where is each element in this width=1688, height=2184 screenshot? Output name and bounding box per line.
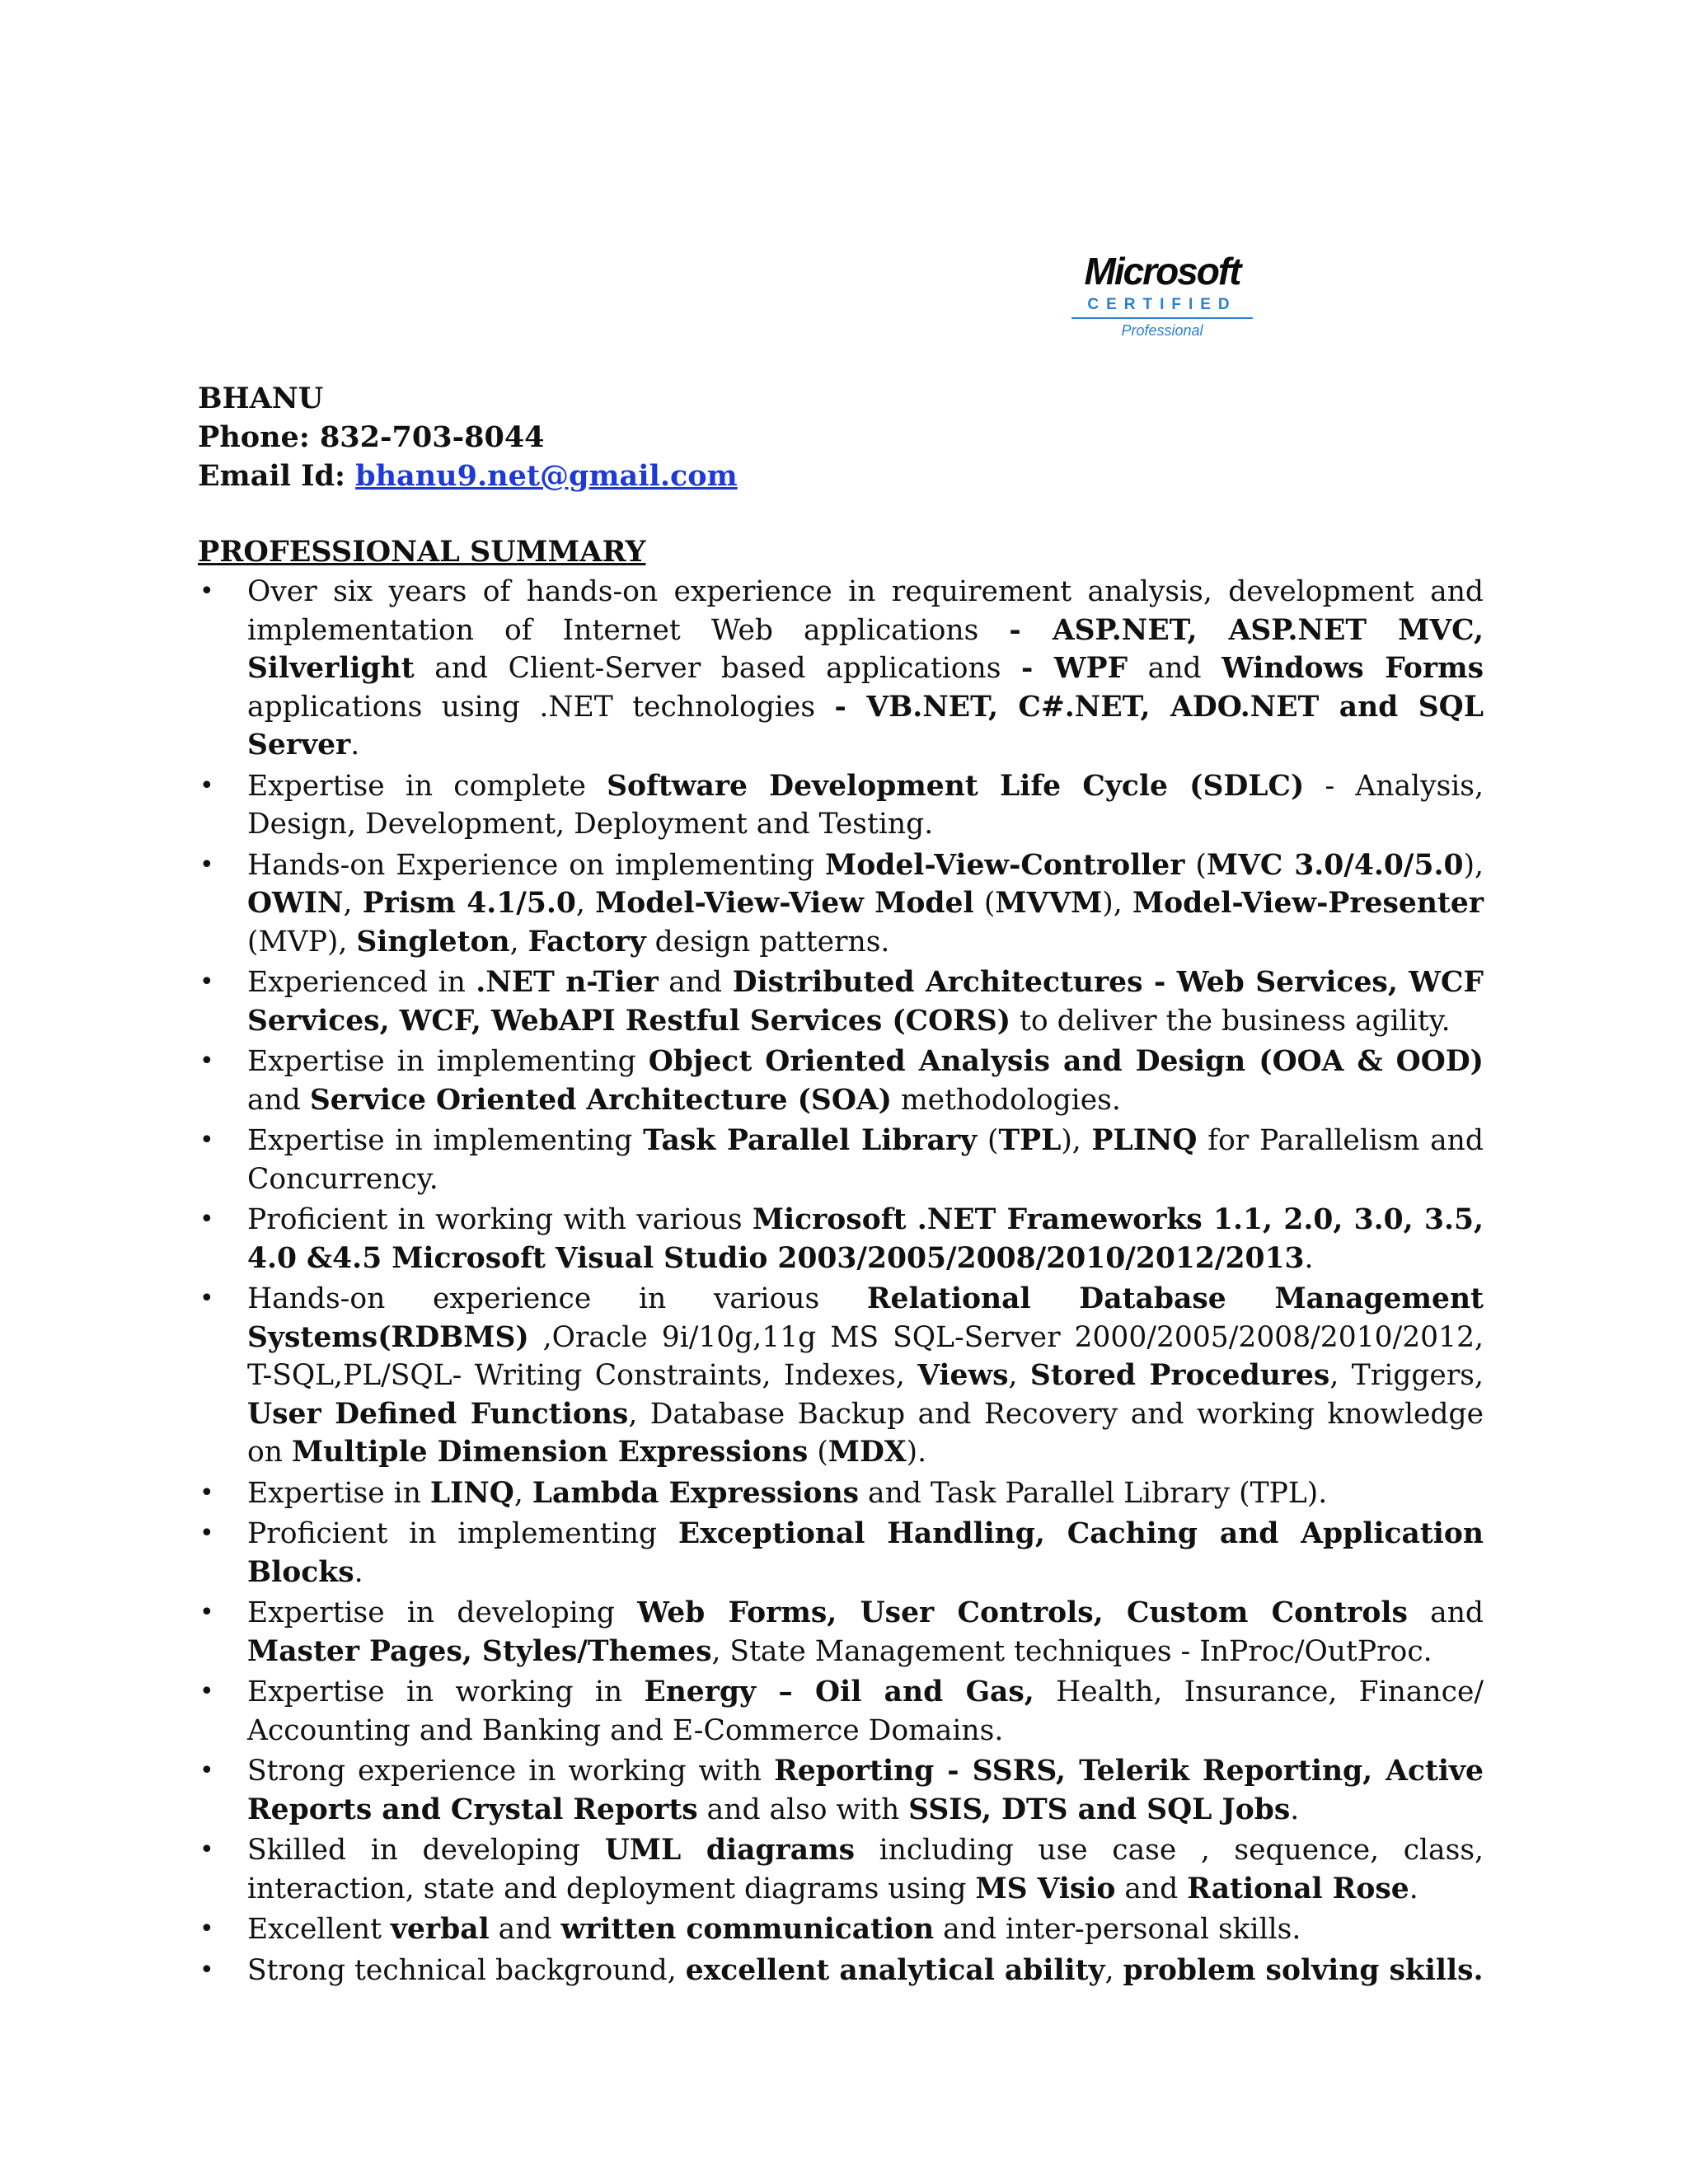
- summary-item: • Excellent verbal and written communication and inter-personal skills.: [198, 1910, 1484, 1949]
- summary-item: • Hands-on Experience on implementing Model-View-Controller (MVC 3.0/4.0/5.0), OWIN, Prism 4.1/5.0, Model-View-View Model (MVVM), Model-View-Presenter (MVP), Singleton, Factory design patterns.: [198, 846, 1484, 962]
- logo-certified: CERTIFIED: [1071, 296, 1253, 319]
- phone-label: Phone:: [198, 420, 310, 454]
- summary-item: • Expertise in complete Software Development Life Cycle (SDLC) - Analysis, Design, Development, Deployment and Testing.: [198, 767, 1484, 844]
- bullet-icon: •: [199, 1756, 214, 1785]
- bullet-icon: •: [199, 1835, 214, 1864]
- logo-brand: Microsoft: [1084, 250, 1240, 293]
- email-label: Email Id:: [198, 459, 345, 493]
- summary-item: • Over six years of hands-on experience in requirement analysis, development and implementation of Internet Web applications - ASP.NET, ASP.NET MVC, Silverlight and Client-Server based applications - WPF and Windows Forms applications using .NET technologies - VB.NET, C#.NET, ADO.NET and SQL Server.: [198, 573, 1484, 765]
- bullet-icon: •: [199, 1126, 214, 1155]
- bullet-icon: •: [199, 771, 214, 800]
- summary-item: • Skilled in developing UML diagrams including use case , sequence, class, interaction, state and deployment diagrams using MS Visio and Rational Rose.: [198, 1831, 1484, 1908]
- bullet-icon: •: [199, 1047, 214, 1076]
- summary-item: • Hands-on experience in various Relational Database Management Systems(RDBMS) ,Oracle 9i/10g,11g MS SQL-Server 2000/2005/2008/2010/2012, T-SQL,PL/SQL- Writing Constraints, Indexes, Views, Stored Procedures, Triggers, User Defined Functions, Database Backup and Recovery and working knowledge on Multiple Dimension Expressions (MDX).: [198, 1280, 1484, 1472]
- phone-line: [198, 418, 738, 457]
- bullet-icon: •: [199, 1205, 214, 1234]
- summary-item: • Expertise in implementing Task Parallel Library (TPL), PLINQ for Parallelism and Concurrency.: [198, 1122, 1484, 1198]
- bullet-icon: •: [199, 968, 214, 996]
- summary-item: • Expertise in developing Web Forms, User Controls, Custom Controls and Master Pages, Styles/Themes, State Management techniques - InProc/OutProc.: [198, 1594, 1484, 1671]
- phone-number: 832-703-8044: [319, 420, 545, 454]
- bullet-icon: •: [199, 577, 214, 606]
- bullet-icon: •: [199, 1955, 214, 1985]
- summary-item: • Strong experience in working with Reporting - SSRS, Telerik Reporting, Active Reports and Crystal Reports and also with SSIS, DTS and SQL Jobs.: [198, 1752, 1484, 1829]
- bullet-icon: •: [199, 1915, 214, 1943]
- summary-list: [198, 573, 1484, 1990]
- logo-tier: Professional: [1121, 322, 1203, 339]
- email-link[interactable]: bhanu9.net@gmail.com: [355, 459, 738, 493]
- summary-item: • Expertise in implementing Object Oriented Analysis and Design (OOA & OOD) and Service Oriented Architecture (SOA) methodologies.: [198, 1043, 1484, 1119]
- summary-item: • Strong technical background, excellent analytical ability, problem solving skills.: [198, 1952, 1484, 1990]
- summary-item: • Proficient in working with various Microsoft .NET Frameworks 1.1, 2.0, 3.0, 3.5, 4.0 &4.5 Microsoft Visual Studio 2003/2005/2008/2010/2012/2013.: [198, 1201, 1484, 1277]
- professional-summary: [198, 533, 1484, 1992]
- summary-item: • Proficient in implementing Exceptional Handling, Caching and Application Blocks.: [198, 1515, 1484, 1591]
- candidate-name: BHANU: [198, 382, 324, 415]
- email-line: [198, 457, 738, 495]
- bullet-icon: •: [199, 1478, 214, 1507]
- bullet-icon: •: [199, 1677, 214, 1706]
- bullet-icon: •: [199, 1519, 214, 1548]
- bullet-icon: •: [199, 1598, 214, 1627]
- bullet-icon: •: [199, 1284, 214, 1313]
- section-title: PROFESSIONAL SUMMARY: [198, 535, 646, 569]
- summary-item: • Experienced in .NET n-Tier and Distributed Architectures - Web Services, WCF Services, WCF, WebAPI Restful Services (CORS) to deliver the business agility.: [198, 963, 1484, 1040]
- summary-item: • Expertise in working in Energy – Oil and Gas, Health, Insurance, Finance/ Accounting and Banking and E-Commerce Domains.: [198, 1673, 1484, 1750]
- microsoft-certified-logo: [1071, 251, 1253, 342]
- contact-header: [198, 379, 738, 495]
- summary-item: • Expertise in LINQ, Lambda Expressions and Task Parallel Library (TPL).: [198, 1474, 1484, 1513]
- bullet-icon: •: [199, 850, 214, 879]
